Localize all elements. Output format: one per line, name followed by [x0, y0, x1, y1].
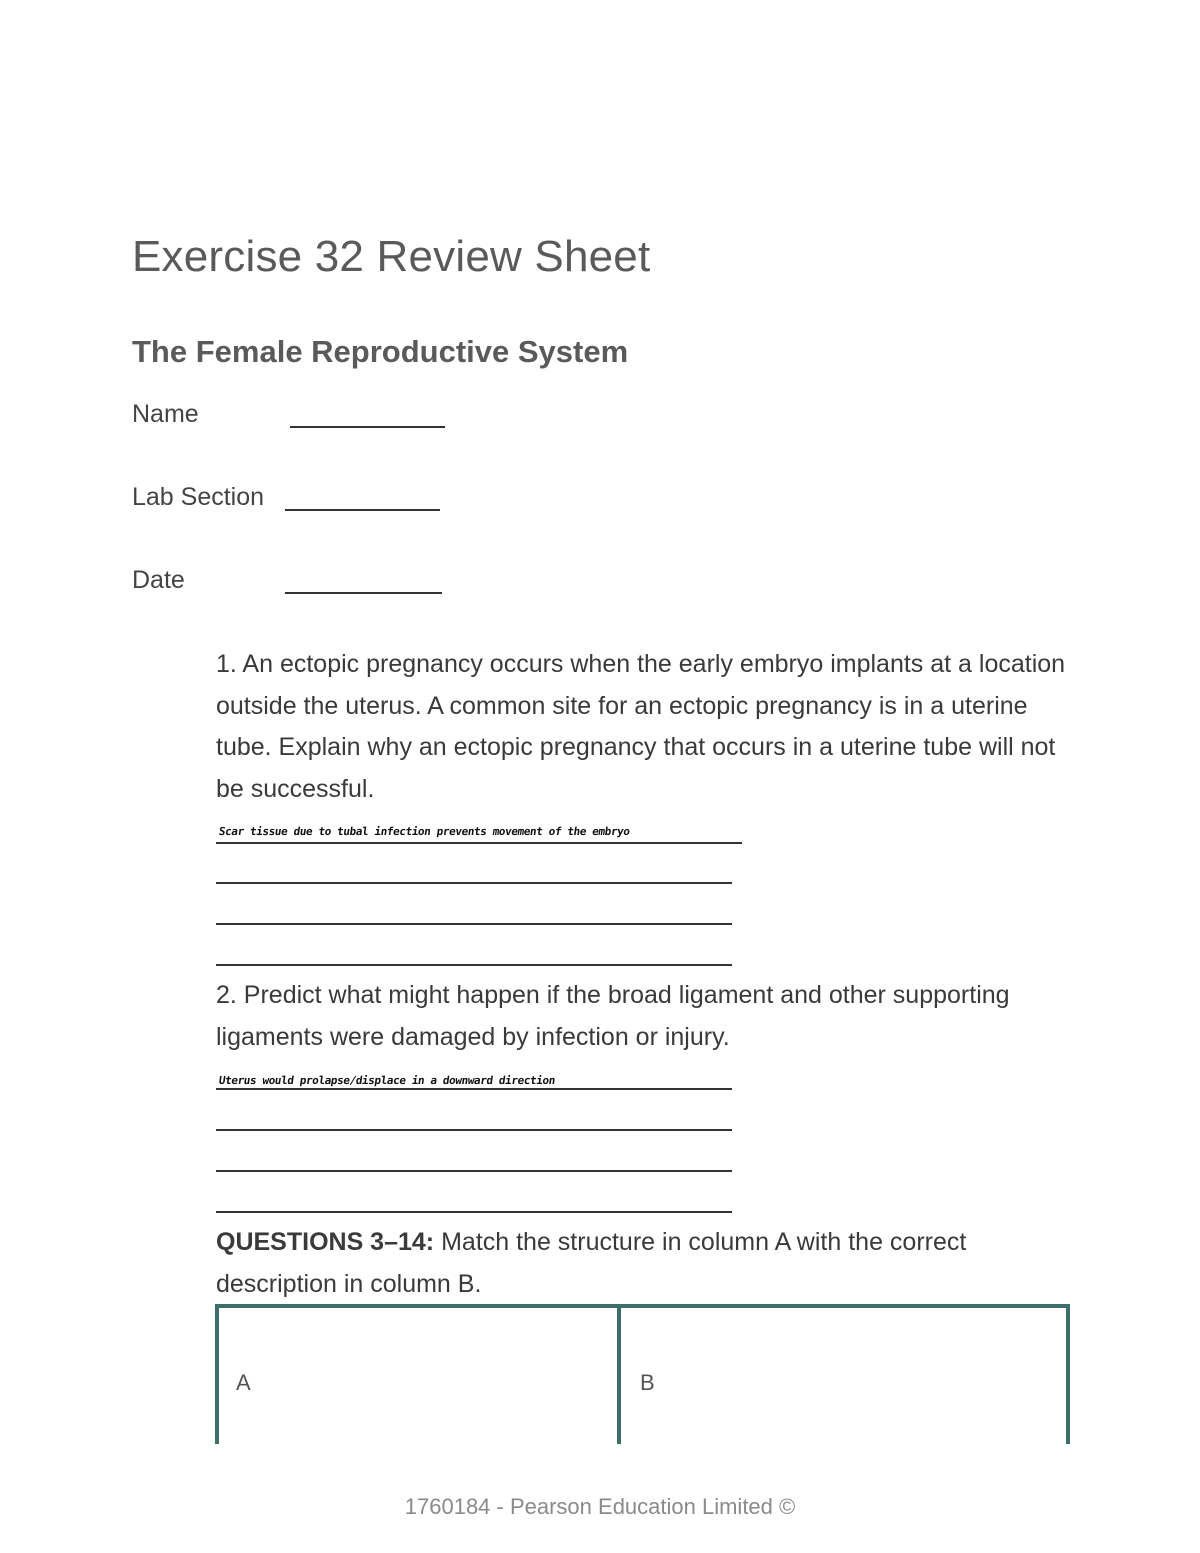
answer-line[interactable] [216, 842, 742, 844]
lab-section-field[interactable] [285, 509, 440, 511]
section-subtitle: The Female Reproductive System [132, 334, 629, 369]
answer-line[interactable] [216, 923, 732, 925]
answer-line[interactable] [216, 1088, 732, 1090]
date-field[interactable] [285, 592, 442, 594]
answer-line[interactable] [216, 1211, 732, 1213]
page-title: Exercise 32 Review Sheet [132, 232, 651, 281]
matching-heading: QUESTIONS 3–14: [216, 1228, 435, 1256]
matching-instruction-text: Match the structure in column A with the correct description in column B. [216, 1228, 967, 1298]
question-2-text: 2. Predict what might happen if the broad ligament and other supporting ligaments were damaged by infection or injury. [216, 981, 1010, 1051]
column-b-header: B [640, 1370, 655, 1395]
name-field[interactable] [290, 426, 445, 428]
question-1-text: 1. An ectopic pregnancy occurs when the early embryo implants at a location outside the uterus. A common site for an ectopic pregnancy is in a uterine tube. Explain why an ectopic pregnancy that occurs in a uterine tube will not be successful. [216, 650, 1066, 803]
answer-line[interactable] [216, 1129, 732, 1131]
answer-line[interactable] [216, 964, 732, 966]
date-label: Date [132, 566, 185, 594]
page-footer: 1760184 - Pearson Education Limited © [404, 1494, 796, 1519]
question-1-handwritten-answer: Scar tissue due to tubal infection prevents movement of the embryo [218, 825, 631, 838]
question-2-handwritten-answer: Uterus would prolapse/displace in a downward direction [218, 1074, 556, 1087]
lab-section-label: Lab Section [132, 483, 265, 511]
column-a-header: A [236, 1370, 251, 1395]
answer-line[interactable] [216, 1170, 732, 1172]
matching-instructions [216, 1222, 1076, 1305]
answer-line[interactable] [216, 882, 732, 884]
name-label: Name [132, 400, 199, 428]
table-column-divider [617, 1304, 621, 1444]
